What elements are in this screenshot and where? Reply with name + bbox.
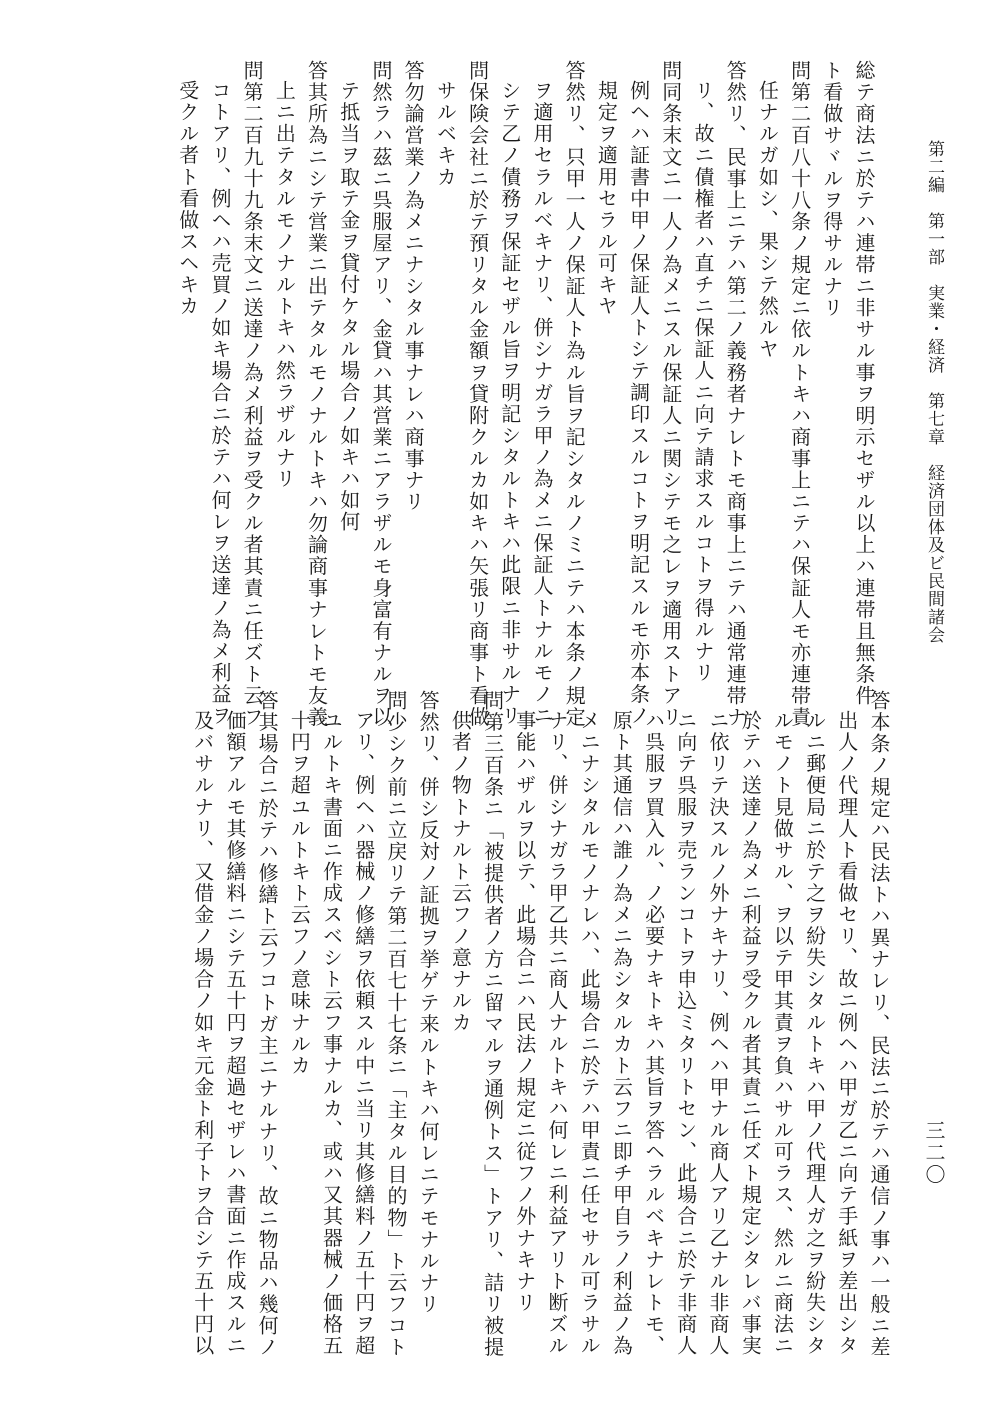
text-line: 規定ヲ適用セラル可キヤ	[594, 80, 619, 318]
text-line: ニ依リテ決スルノ外ナキナリ、例ヘハ甲ナル商人アリ乙ナル非商人	[705, 710, 730, 1357]
text-line: リ、故ニ債権者ハ直チニ保証人ニ向テ請求スルコトヲ得ルナリ	[690, 80, 715, 684]
text-line: 答然リ、併シ反対ノ証拠ヲ挙ゲテ来ルトキハ何レニテモナルナリ	[416, 690, 441, 1315]
text-line: 問少シク前ニ立戻リテ第二百七十七条ニ「主タル目的物」ト云フコト	[383, 690, 408, 1359]
text-line: 答然リ、民事上ニテハ第二ノ義務者ナレトモ商事上ニテハ通常連帯ナ	[723, 60, 748, 729]
text-line: 事能ハザルヲ以テ、此場合ニハ民法ノ規定ニ従フノ外ナキナリ	[512, 710, 537, 1314]
text-line: 答勿論営業ノ為メニナシタル事ナレハ商事ナリ	[401, 60, 426, 513]
lower-text-block	[80, 690, 895, 1359]
text-line: 問第二百八十八条ノ規定ニ依ルトキハ商事上ニテハ保証人モ亦連帯責	[787, 60, 812, 729]
text-line: 出人ノ代理人ト看做セリ、故ニ例ヘハ甲ガ乙ニ向テ手紙ヲ差出シタ	[834, 710, 859, 1357]
text-line: 答本条ノ規定ハ民法トハ異ナレリ、民法ニ於テハ通信ノ事ハ一般ニ差	[867, 690, 891, 1359]
upper-text-block	[80, 60, 880, 729]
text-line: 問第二百九十九条末文ニ送達ノ為メ利益ヲ受クル者其責ニ任ズト云フ	[240, 60, 265, 729]
text-line: 問保険会社ニ於テ預リタル金額ヲ貸附クルカ如キハ矢張リ商事ト看做	[465, 60, 490, 729]
text-line: 問第三百条ニ「被提供者ノ方ニ留マルヲ通例トス」トアリ、詰リ被提	[480, 690, 505, 1359]
text-line: 答其場合ニ於テハ修繕ト云フコトガ主ニナルナリ、故ニ物品ハ幾何ノ	[255, 690, 280, 1359]
text-line: 例ヘハ証書中甲ノ保証人トシテ調印スルコトヲ明記スルモ亦本条ノ	[626, 80, 651, 727]
text-line: ニ向テ呉服ヲ売ランコトヲ申込ミタリトセン、此場合ニ於テ非商人	[673, 710, 698, 1357]
text-line: 十円ヲ超ユルトキト云フノ意味ナルカ	[287, 710, 312, 1077]
text-line: サルベキカ	[433, 80, 458, 188]
text-line: 答然リ、只甲一人ノ保証人ト為ル旨ヲ記シタルノミニテハ本条ノ規定	[562, 60, 587, 729]
text-line: テ抵当ヲ取テ金ヲ貸付ケタル場合ノ如キハ如何	[336, 80, 361, 533]
text-line: ルニ郵便局ニ於テ之ヲ紛失シタルトキハ甲ノ代理人ガ之ヲ紛失シタ	[802, 710, 827, 1357]
text-line: 答其所為ニシテ営業ニ出テタルモノナルトキハ勿論商事ナレトモ友義	[304, 60, 329, 729]
running-header: 第二編 第一部 実業・経済 第七章 経済団体及ビ民間諸会	[924, 140, 944, 644]
text-line: 問然ラハ茲ニ呉服屋アリ、金貸ハ其営業ニアラザルモ身富有ナルヲ以	[368, 60, 393, 729]
text-line: コトアリ、例ヘハ売買ノ如キ場合ニ於テハ何レヲ送達ノ為メ利益ヲ	[207, 80, 232, 727]
text-line: アリ、例ヘハ器械ノ修繕ヲ依頼スル中ニ当リ其修繕料ノ五十円ヲ超	[351, 710, 376, 1357]
text-line: 価額アルモ其修繕料ニシテ五十円ヲ超過セザレハ書面ニ作成スルニ	[222, 710, 247, 1357]
text-line: 上ニ出テタルモノナルトキハ然ラザルナリ	[272, 80, 297, 490]
text-line: ハ呉服ヲ買入ル、ノ必要ナキトキハ其旨ヲ答ヘラルベキナレトモ、	[641, 710, 666, 1357]
text-line: ヲ適用セラルベキナリ、併シナガラ甲ノ為メニ保証人トナルモノニ	[529, 80, 554, 727]
page-number: 三二〇	[922, 1120, 946, 1186]
text-line: メニナシタルモノナレハ、此場合ニ於テハ甲責ニ任セサル可ラサル	[577, 710, 602, 1357]
text-line: ユルトキ書面ニ作成スベシト云フ事ナルカ、或ハ又其器械ノ価格五	[319, 710, 344, 1357]
text-line: 及バサルナリ、又借金ノ場合ノ如キ元金ト利子トヲ合シテ五十円以	[190, 710, 215, 1357]
text-line: ナリ、併シナガラ甲乙共ニ商人ナルトキハ何レニ利益アリト断ズル	[544, 710, 569, 1357]
text-line: 原ト其通信ハ誰ノ為メニ為シタルカト云フニ即チ甲自ラノ利益ノ為	[609, 710, 634, 1357]
text-line: 於テハ送達ノ為メニ利益ヲ受クル者其責ニ任ズト規定シタレバ事実	[738, 710, 763, 1357]
text-line: 受クル者ト看做スヘキカ	[175, 80, 200, 318]
text-line: ト看做サヾルヲ得サルナリ	[819, 60, 844, 319]
text-line: ルモノト見做サル、ヲ以テ甲其責ヲ負ハサル可ラス、然ルニ商法ニ	[770, 710, 795, 1357]
text-line: 総テ商法ニ於テハ連帯ニ非サル事ヲ明示セザル以上ハ連帯且無条件	[852, 60, 876, 707]
text-line: シテ乙ノ債務ヲ保証セザル旨ヲ明記シタルトキハ此限ニ非サルナリ	[497, 80, 522, 727]
text-line: 問同条末文ニ一人ノ為メニスル保証人ニ関シテモ之レヲ適用ストアリ	[658, 60, 683, 729]
text-line: 任ナルガ如シ、果シテ然ルヤ	[755, 80, 780, 361]
text-line: 供者ノ物トナルト云フノ意ナルカ	[448, 710, 473, 1034]
